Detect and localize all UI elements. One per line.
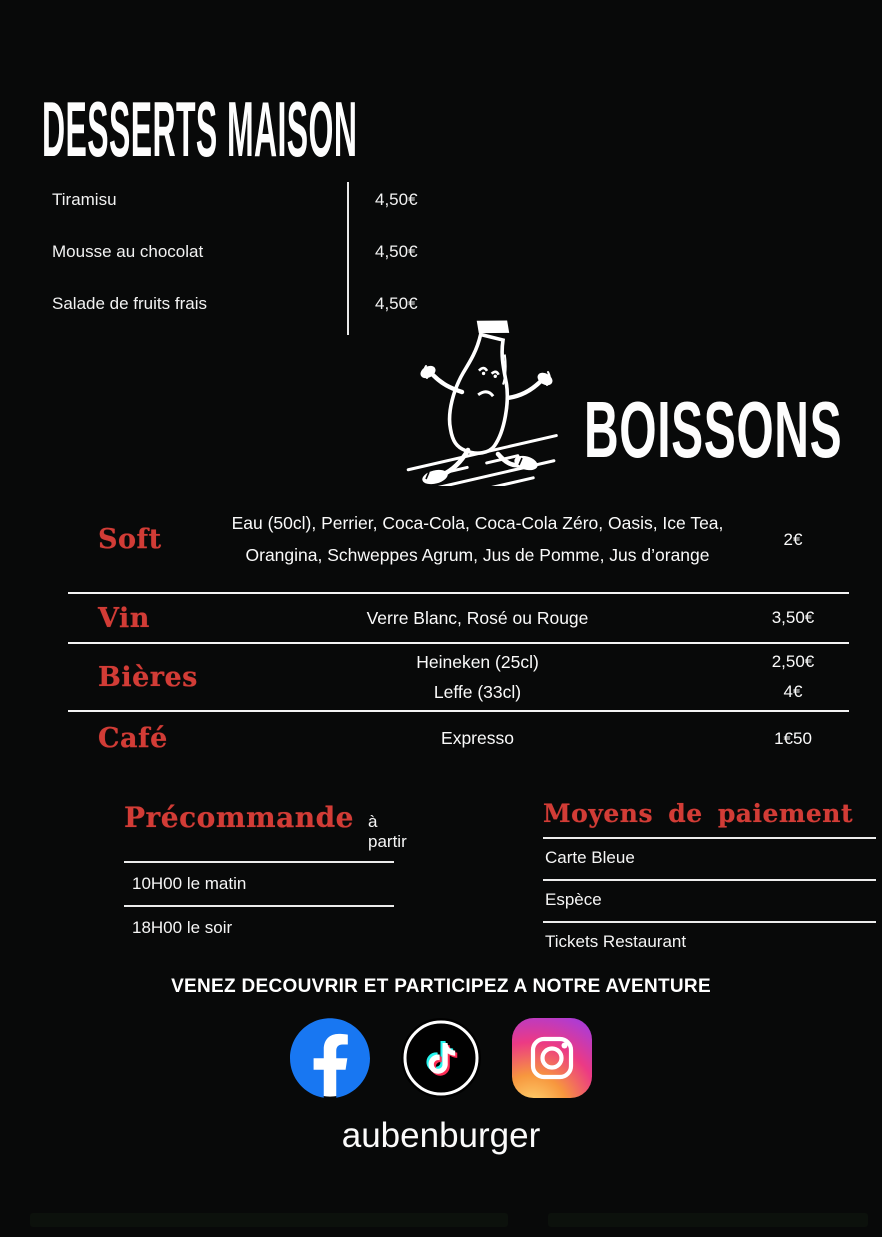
drink-description: Expresso bbox=[441, 728, 514, 748]
precommande-section bbox=[124, 801, 407, 940]
paiement-entry: Carte Bleue bbox=[545, 848, 635, 867]
paiement-section bbox=[543, 799, 876, 954]
dessert-name: Tiramisu bbox=[52, 190, 117, 209]
paiement-entry: Espèce bbox=[545, 890, 602, 909]
dessert-list bbox=[52, 174, 612, 330]
facebook-icon[interactable] bbox=[290, 1018, 370, 1098]
precommande-suffix: à partir bbox=[368, 812, 407, 851]
drink-description: Eau (50cl), Perrier, Coca-Cola, Coca-Cola Zéro, Oasis, Ice Tea, Orangina, Schweppes Agrum, Jus de Pomme, Jus d’orange bbox=[231, 513, 724, 565]
dessert-price: 4,50€ bbox=[375, 294, 418, 313]
drink-price-line: 2,50€ bbox=[771, 652, 815, 671]
boissons-title: BOISSONS bbox=[584, 385, 843, 474]
drink-category-label: Bières bbox=[98, 661, 198, 693]
drink-price: 2€ bbox=[783, 529, 803, 549]
drink-price: 1€50 bbox=[774, 728, 812, 748]
vertical-divider bbox=[347, 182, 349, 335]
drink-row-vin bbox=[68, 594, 849, 644]
drink-description bbox=[218, 647, 737, 707]
running-bottle-icon bbox=[402, 310, 570, 486]
dessert-row bbox=[52, 226, 612, 278]
dessert-name: Mousse au chocolat bbox=[52, 242, 204, 261]
drink-description-line: Leffe (33cl) bbox=[433, 682, 522, 702]
dessert-price: 4,50€ bbox=[375, 242, 418, 261]
paiement-title: Moyens de paiement bbox=[543, 799, 853, 828]
precommande-title: Précommande bbox=[124, 801, 354, 834]
drink-description: Verre Blanc, Rosé ou Rouge bbox=[366, 607, 589, 628]
drink-price bbox=[737, 647, 849, 707]
page-edge-decoration bbox=[30, 1213, 508, 1227]
drink-description-line: Heineken (25cl) bbox=[416, 652, 539, 672]
drinks-table bbox=[68, 487, 849, 765]
tiktok-icon[interactable] bbox=[401, 1018, 481, 1098]
instagram-icon[interactable] bbox=[512, 1018, 592, 1098]
drink-category-label: Soft bbox=[98, 524, 162, 555]
dessert-price: 4,50€ bbox=[375, 190, 418, 209]
drink-row-cafe bbox=[68, 712, 849, 765]
dessert-name: Salade de fruits frais bbox=[52, 294, 207, 313]
page-edge-decoration bbox=[548, 1213, 868, 1227]
drink-row-soft bbox=[68, 487, 849, 594]
footer-tagline: VENEZ DECOUVRIR ET PARTICIPEZ A NOTRE AVENTURE bbox=[171, 976, 711, 997]
drink-category-label: Vin bbox=[98, 602, 150, 634]
precommande-entry: 18H00 le soir bbox=[132, 918, 233, 937]
desserts-title: DESSERTS MAISON bbox=[42, 85, 358, 173]
precommande-entry: 10H00 le matin bbox=[132, 874, 247, 893]
social-icons-row bbox=[0, 1018, 882, 1098]
paiement-entry: Tickets Restaurant bbox=[545, 932, 687, 951]
social-handle: aubenburger bbox=[341, 1116, 541, 1155]
drink-row-bieres bbox=[68, 644, 849, 712]
drink-price: 3,50€ bbox=[771, 608, 815, 627]
precommande-heading-row bbox=[124, 801, 407, 852]
drink-category-label: Café bbox=[98, 723, 168, 754]
drink-price-line: 4€ bbox=[783, 682, 803, 701]
dessert-row bbox=[52, 174, 612, 226]
